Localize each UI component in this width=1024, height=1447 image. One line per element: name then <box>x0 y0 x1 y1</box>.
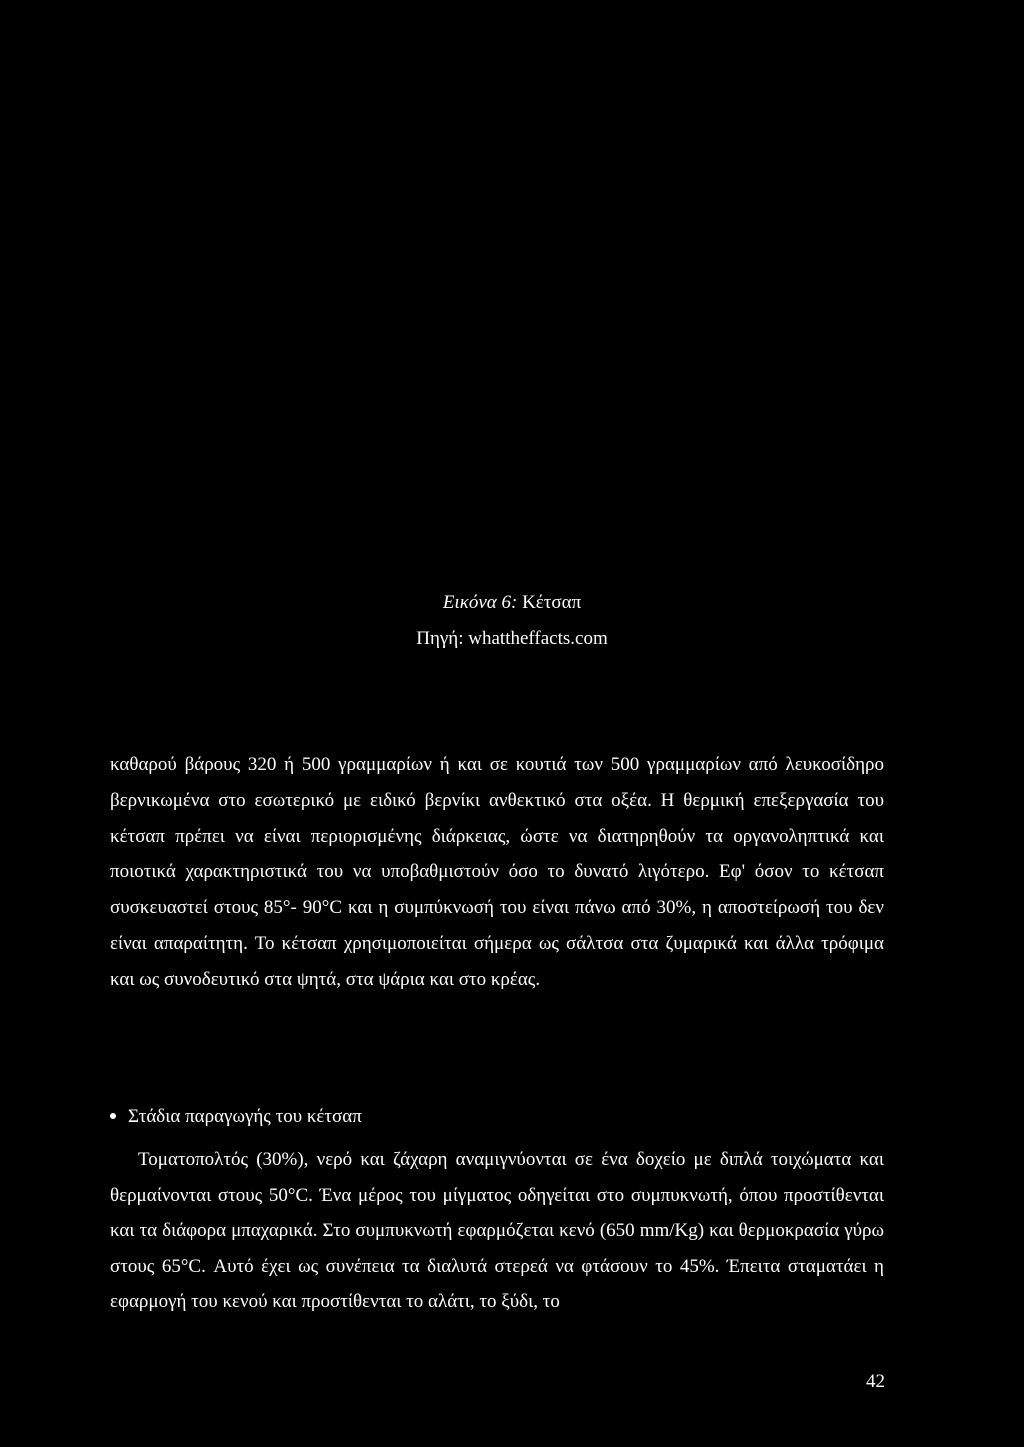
body-paragraph-1: καθαρού βάρους 320 ή 500 γραμμαρίων ή και σε κουτιά των 500 γραμμαρίων από λευκοσίδηρο βερνικωμένα στο εσωτερικό με ειδικό βερνίκι ανθεκτικό στα οξέα. Η θερμική επεξεργασία του κέτσαπ πρέπει να είναι περιορισμένης διάρκειας, ώστε να διατηρηθούν τα οργανοληπτικά και ποιοτικά χαρακτηριστικά του να υποβαθμιστούν όσο το δυνατό λιγότερο. Εφ' όσον το κέτσαπ συσκευαστεί στους 85°- 90°C και η συμπύκνωσή του είναι πάνω από 30%, η αποστείρωσή του δεν είναι απαραίτητη. Το κέτσαπ χρησιμοποιείται σήμερα ως σάλτσα στα ζυμαρικά και άλλα τρόφιμα και ως συνοδευτικό στα ψητά, στα ψάρια και στο κρέας. <box>110 754 884 990</box>
body-paragraph-2: Τοματοπολτός (30%), νερό και ζάχαρη αναμιγνύονται σε ένα δοχείο με διπλά τοιχώματα και θερμαίνονται στους 50°C. Ένα μέρος του μίγματος οδηγείται στο συμπυκνωτή, όπου προστίθενται και τα διάφορα μπαχαρικά. Στο συμπυκνωτή εφαρμόζεται κενό (650 mm/Kg) και θερμοκρασία γύρω στους 65°C. Αυτό έχει ως συνέπεια τα διαλυτά στερεά να φτάσουν το 45%. Έπειτα σταματάει η εφαρμογή του κενού και προστίθενται το αλάτι, το ξύδι, το <box>110 1149 884 1313</box>
page-number: 42 <box>866 1371 885 1392</box>
figure-caption <box>0 591 1024 615</box>
figure-caption-title: Κέτσαπ <box>522 592 582 613</box>
figure-source <box>0 627 1024 651</box>
figure-source-label: Πηγή: <box>416 628 464 649</box>
figure-caption-label: Εικόνα 6: <box>442 592 518 613</box>
bullet-icon <box>110 1113 116 1119</box>
figure-source-value: whattheffacts.com <box>468 628 608 649</box>
section-heading: Στάδια παραγωγής του κέτσαπ <box>128 1106 362 1127</box>
section-heading-row <box>110 1105 362 1129</box>
figure-image-area <box>0 0 1024 570</box>
